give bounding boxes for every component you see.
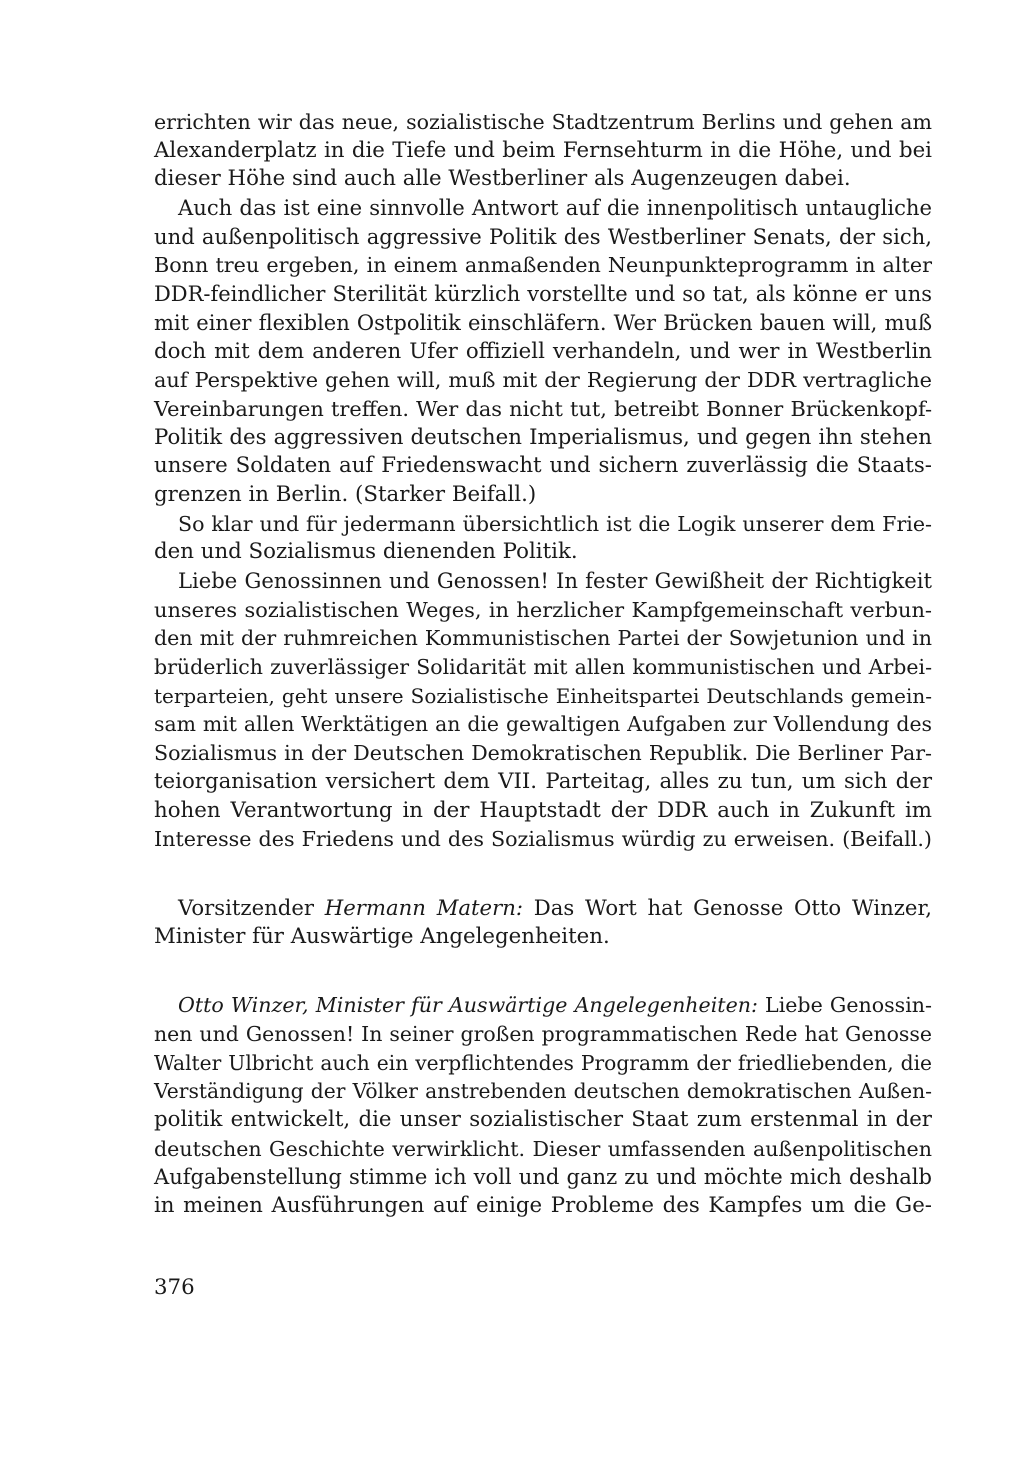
text-line: Bonn treu ergeben, in einem anmaßenden Neunpunkteprogramm in alter — [154, 253, 932, 278]
text-line: und außenpolitisch aggressive Politik des Westberliner Senats, der sich, — [154, 223, 932, 249]
text-line: sam mit allen Werktätigen an die gewaltigen Aufgaben zur Vollendung des — [154, 712, 932, 737]
section-gap — [154, 951, 932, 991]
text-line: doch mit dem anderen Ufer offiziell verhandeln, und wer in Westberlin — [154, 338, 932, 364]
text-line — [154, 991, 932, 1020]
text-line: mit einer flexiblen Ostpolitik einschläfern. Wer Brücken bauen will, muß — [154, 309, 932, 335]
paragraph-1 — [154, 108, 932, 194]
text-line: Sozialismus in der Deutschen Demokratischen Republik. Die Berliner Par- — [154, 741, 932, 766]
chair-prefix: Vorsitzender — [178, 894, 325, 920]
chair-statement — [154, 894, 932, 951]
text-line: den und Sozialismus dienenden Politik. — [154, 539, 578, 565]
text-line: Vereinbarungen treffen. Wer das nicht tut, betreibt Bonner Brückenkopf- — [154, 396, 932, 421]
text-line: politik entwickelt, die unser sozialistischer Staat zum erstenmal in der — [154, 1107, 932, 1132]
statement-text: Das Wort hat Genosse Otto Winzer, — [523, 894, 933, 920]
page-number: 376 — [154, 1275, 195, 1300]
text-line: Interesse des Friedens und des Sozialismus würdig zu erweisen. (Beifall.) — [154, 827, 932, 852]
text-line: So klar und für jedermann übersichtlich ist die Logik unserer dem Frie- — [178, 511, 932, 536]
text-line: Aufgabenstellung stimme ich voll und ganz zu und möchte mich deshalb — [154, 1164, 932, 1190]
text-line: Liebe Genossinnen und Genossen! In fester Gewißheit der Richtigkeit — [178, 568, 932, 593]
text-line: errichten wir das neue, sozialistische Stadtzentrum Berlins und gehen am — [154, 110, 932, 134]
text-line: Verständigung der Völker anstrebenden deutschen demokratischen Außen- — [154, 1079, 932, 1104]
paragraph-2 — [154, 194, 932, 510]
text-line — [154, 894, 932, 923]
text-line: terparteien, geht unsere Sozialistische Einheitspartei Deutschlands gemein- — [154, 683, 932, 708]
text-line: nen und Genossen! In seiner großen programmatischen Rede hat Genosse — [154, 1021, 932, 1046]
text-line: Auch das ist eine sinnvolle Antwort auf die innenpolitisch untaugliche — [178, 195, 932, 221]
text-line: Alexanderplatz in die Tiefe und beim Fernsehturm in die Höhe, und bei — [154, 137, 932, 163]
text-line: den mit der ruhmreichen Kommunistischen Partei der Sowjetunion und in — [154, 626, 932, 651]
speaker-name: Otto Winzer, Minister für Auswärtige Angelegenheiten: — [178, 993, 758, 1018]
text-line: Minister für Auswärtige Angelegenheiten. — [154, 923, 610, 949]
text-line: brüderlich zuverlässiger Solidarität mit allen kommunistischen und Arbei- — [154, 655, 932, 680]
section-gap — [154, 854, 932, 894]
text-line: Politik des aggressiven deutschen Imperialismus, und gegen ihn stehen — [154, 424, 932, 450]
text-line: Walter Ulbricht auch ein verpflichtendes Programm der friedliebenden, die — [154, 1050, 932, 1075]
document-page — [154, 108, 932, 1221]
paragraph-4 — [154, 567, 932, 854]
text-line: auf Perspektive gehen will, muß mit der Regierung der DDR vertragliche — [154, 368, 932, 393]
text-line: unsere Soldaten auf Friedenswacht und sichern zuverlässig die Staats- — [154, 453, 932, 479]
text-line: hohen Verantwortung in der Hauptstadt der DDR auch in Zukunft im — [154, 797, 932, 823]
text-line: deutschen Geschichte verwirklicht. Dieser umfassenden außenpolitischen — [154, 1136, 932, 1161]
paragraph-3 — [154, 510, 932, 567]
text-line: DDR-feindlicher Sterilität kürzlich vorstellte und so tat, als könne er uns — [154, 282, 932, 307]
text-line: unseres sozialistischen Weges, in herzlicher Kampfgemeinschaft verbun- — [154, 597, 932, 622]
text-line: dieser Höhe sind auch alle Westberliner als Augenzeugen dabei. — [154, 166, 851, 192]
text-line: teiorganisation versichert dem VII. Parteitag, alles zu tun, um sich der — [154, 768, 932, 794]
speaker-name: Hermann Matern: — [324, 894, 523, 920]
text-line: in meinen Ausführungen auf einige Probleme des Kampfes um die Ge- — [154, 1193, 932, 1219]
speech-text: Liebe Genossin- — [757, 993, 932, 1018]
text-line: grenzen in Berlin. (Starker Beifall.) — [154, 481, 537, 507]
speech — [154, 991, 932, 1221]
